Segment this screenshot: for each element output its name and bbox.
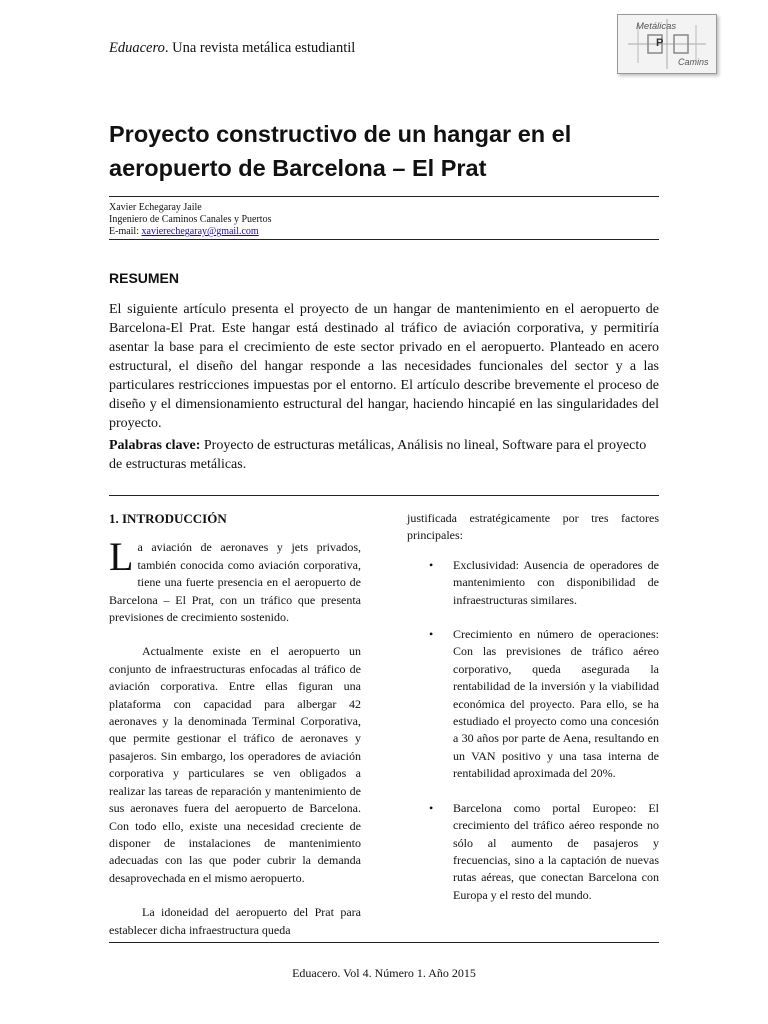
right-column: [407, 510, 659, 921]
list-item-text: Exclusividad: Ausencia de operadores de mantenimiento con disponibilidad de infraestructuras similares.: [453, 557, 659, 607]
keywords-label: Palabras clave:: [109, 438, 201, 453]
author-affiliation: Ingeniero de Caminos Canales y Puertos: [109, 214, 272, 225]
list-item-text: Crecimiento en número de operaciones: Con las previsiones de tráfico aéreo corporativo, queda asegurada la rentabilidad de la inversión y la viabilidad económica del proyecto. Para ello, se ha estudiado el proyecto como una concesión a 30 años por parte de Aena, resultando en un VAN positivo y una tasa interna de rentabilidad aproximada del 20%.: [453, 627, 659, 781]
bullet-icon: •: [429, 627, 434, 642]
abstract-heading: RESUMEN: [109, 270, 180, 286]
email-link[interactable]: xavierechegaray@gmail.com: [141, 226, 259, 237]
article-title: Proyecto constructivo de un hangar en el aeropuerto de Barcelona – El Prat: [109, 121, 572, 181]
footer-rule: [109, 942, 659, 943]
journal-subtitle: . Una revista metálica estudiantil: [164, 40, 356, 56]
drop-cap: L: [109, 534, 134, 580]
journal-name: Eduacero: [109, 40, 165, 56]
logo-word-3: Camins: [678, 57, 709, 67]
factor-list: [407, 557, 659, 904]
list-item: [407, 626, 659, 783]
author-rule: [109, 239, 659, 240]
keywords: [109, 436, 659, 474]
author-block: [109, 202, 271, 238]
intro-paragraph-4: justificada estratégicamente por tres factores principales:: [407, 511, 659, 543]
intro-paragraph-1: [109, 534, 361, 626]
intro-paragraph-3: La idoneidad del aeropuerto del Prat para establecer dicha infraestructura queda: [109, 905, 361, 937]
intro-paragraph-2: Actualmente existe en el aeropuerto un conjunto de infraestructuras enfocadas al tráfico de aviación corporativa. Entre ellas figuran una plataforma con capacidad para albergar 42 aeronaves y la denominada Terminal Corporativa, que permite gestionar el tráfico de aeronaves y pasajeros. Sin embargo, los operadores de aviación corporativa y particulares se ven obligados a realizar las tareas de reparación y mantenimiento de sus aeronaves fuera del aeropuerto de Barcelona. Con todo ello, existe una necesidad creciente de disponer de instalaciones de mantenimiento adecuadas con las que poder cubrir la demanda desaprovechada en el mismo aeropuerto.: [109, 644, 361, 885]
email-label: E-mail:: [109, 226, 142, 237]
abstract-text: El siguiente artículo presenta el proyecto de un hangar de mantenimiento en el aeropuerto de Barcelona-El Prat. Este hangar está destinado al tráfico de aviación corporativa, y permitiría asentar la base para el crecimiento de este sector privado en el aeropuerto. Planteado en acero estructural, el diseño del hangar responde a las necesidades funcionales del sector y a las particulares restricciones impuestas por el entorno. El artículo describe brevemente el proceso de diseño y el dimensionamiento estructural del hangar, haciendo hincapié en las singularidades del proyecto.: [109, 302, 659, 431]
section-heading: 1. INTRODUCCIÓN: [109, 511, 227, 526]
left-column: [109, 510, 361, 956]
intro-paragraph-1-text: a aviación de aeronaves y jets privados, también conocida como aviación corporativa, tiene una fuerte presencia en el aeropuerto de Barcelona – El Prat, con un tráfico que presenta previsiones de crecimiento sostenido.: [109, 540, 361, 625]
journal-header: [109, 40, 355, 57]
bullet-icon: •: [429, 800, 434, 815]
journal-logo: [617, 14, 717, 74]
body-rule: [109, 495, 659, 496]
list-item: [407, 800, 659, 904]
list-item-text: Barcelona como portal Europeo: El crecimiento del tráfico aéreo responde no sólo al aumento de pasajeros y frecuencias, sino a la captación de nuevas rutas aéreas, que conectan Barcelona con Europa y el resto del mundo.: [453, 800, 659, 902]
author-email-line: [109, 226, 271, 238]
page-footer: Eduacero. Vol 4. Número 1. Año 2015: [292, 966, 476, 980]
bullet-icon: •: [429, 557, 434, 572]
keywords-text: Proyecto de estructuras metálicas, Análisis no lineal, Software para el proyecto de estructuras metálicas.: [109, 438, 647, 472]
author-name: Xavier Echegaray Jaile: [109, 202, 202, 213]
logo-word-2: P: [656, 37, 664, 49]
title-rule: [109, 196, 659, 197]
logo-word-1: Metálicas: [636, 21, 677, 32]
list-item: [407, 557, 659, 609]
